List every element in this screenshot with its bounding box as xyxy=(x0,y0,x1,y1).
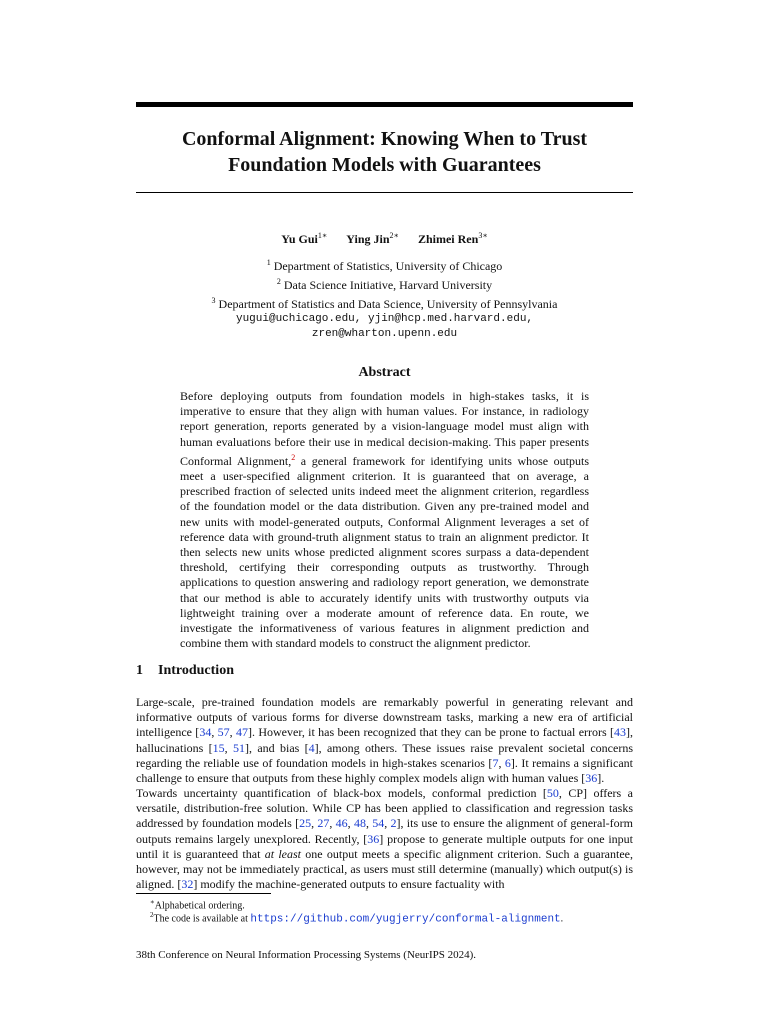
citation-link[interactable]: 47 xyxy=(236,725,248,740)
citation-link[interactable]: 36 xyxy=(367,831,380,846)
paragraph-text: ], its use to ensure the alignment of general-form outputs remains largely unexplored. Recently, [ xyxy=(136,816,634,846)
paragraph-text: , xyxy=(229,725,236,740)
paragraph-text: , xyxy=(365,816,373,831)
footnote-2: $^2$The code is available at https://github.com/yugjerry/conformal-alignment. xyxy=(150,911,564,926)
citation-link[interactable]: 2 xyxy=(390,816,397,831)
paragraph-text: , xyxy=(311,816,318,831)
paragraph-text: ], and bias [ xyxy=(245,740,309,755)
citation-link[interactable]: 34 xyxy=(199,725,212,740)
affiliation: $^1$ Department of Statistics, University of Chicago xyxy=(266,258,503,273)
author-list xyxy=(136,228,633,247)
citation-link[interactable]: 25 xyxy=(299,816,312,831)
paper-title xyxy=(136,126,633,178)
paragraph-text: ], among others. These issues raise prevalent societal concerns regarding the reliable use of foundation models in high-stakes scenarios [ xyxy=(136,740,633,770)
code-link[interactable]: https://github.com/yugjerry/conformal-alignment xyxy=(250,913,561,926)
paragraph-text: ] modify the machine-generated outputs to ensure factuality with xyxy=(193,877,505,892)
affiliations xyxy=(136,255,633,342)
paragraph-text: one output meets a specific alignment criterion. Such a guarantee, however, may not be immediately practical, as users must still determine (manually) which output(s) is aligned. [ xyxy=(136,846,633,892)
paragraph-text: , xyxy=(347,816,354,831)
paragraph-text: ]. xyxy=(597,771,605,786)
footnote-marker[interactable]: 2 xyxy=(291,452,296,462)
citation-link[interactable]: 43 xyxy=(614,725,627,740)
title-line-2: Foundation Models with Guarantees xyxy=(228,154,541,176)
paragraph-text: , xyxy=(498,755,505,770)
abstract-body: Before deploying outputs from foundation models in high-stakes tasks, it is imperative to ensure that they align with human values. For instance, in radiology report generation, reports generated by a vision-language model must align with human evaluations before their use in medical decision-making. This paper presents Conformal Alignment,$^2$ a general framework for identifying units whose outputs meet a user-specified alignment criterion. It is guaranteed that on average, a prescribed fraction of selected units indeed meet the alignment criterion, regardless of the foundation model or the data distribution. Given any pre-trained model and new units with model-generated outputs, Conformal Alignment leverages a set of reference data with ground-truth alignment status to train an alignment predictor. It then selects new units whose predicted alignment scores surpass a data-dependent threshold, certifying their corresponding outputs as trustworthy. Through applications to question answering and radiology report generation, we demonstrate that our method is able to accurately identify units with trustworthy outputs via lightweight training over a moderate amount of reference data. En route, we investigate the informativeness of various features in alignment prediction and combine them with standard models to construct the alignment predictor. xyxy=(180,389,590,651)
paragraph-text: ], hallucinations [ xyxy=(136,725,634,755)
author-emails[interactable]: zren@wharton.upenn.edu xyxy=(311,328,458,340)
citation-link[interactable]: 51 xyxy=(233,740,245,755)
affiliation: $^2$ Data Science Initiative, Harvard University xyxy=(276,277,493,292)
affiliation: $^3$ Department of Statistics and Data Science, University of Pennsylvania xyxy=(211,296,558,311)
paragraph-text: , xyxy=(211,725,218,740)
paragraph-text: , xyxy=(384,816,391,831)
footnote-rule xyxy=(136,893,271,894)
emphasis-text: at least xyxy=(264,846,301,861)
intro-paragraph-2 xyxy=(136,786,633,892)
venue-note: 38th Conference on Neural Information Processing Systems (NeurIPS 2024). xyxy=(136,949,477,961)
citation-link[interactable]: 48 xyxy=(353,816,366,831)
intro-paragraph-1 xyxy=(136,695,633,786)
author: Zhimei Ren$^{3∗}$ xyxy=(417,231,488,246)
footnote-1: ∗Alphabetical ordering. xyxy=(150,898,245,912)
paragraph-text: ]. It remains a significant challenge to ensure that outputs from these highly complex models align with human values [ xyxy=(136,755,633,786)
section-heading: 1 Introduction xyxy=(136,663,234,678)
citation-link[interactable]: 50 xyxy=(546,786,559,800)
citation-link[interactable]: 4 xyxy=(308,740,315,755)
paragraph-text: ]. However, it has been recognized that they can be prone to factual errors [ xyxy=(248,725,615,740)
paragraph-text: , xyxy=(224,740,233,755)
citation-link[interactable]: 7 xyxy=(492,755,499,770)
paragraph-text: Towards uncertainty quantification of black-box models, conformal prediction [ xyxy=(136,786,547,800)
title-line-1: Conformal Alignment: Knowing When to Trust xyxy=(181,128,588,150)
citation-link[interactable]: 57 xyxy=(217,725,230,740)
citation-link[interactable]: 36 xyxy=(585,771,598,786)
citation-link[interactable]: 46 xyxy=(335,816,348,831)
paragraph-text: , xyxy=(329,816,336,831)
citation-link[interactable]: 32 xyxy=(181,877,194,892)
abstract-heading: Abstract xyxy=(358,365,411,380)
author: Yu Gui$^{1∗}$ xyxy=(281,231,328,246)
author: Ying Jin$^{2∗}$ xyxy=(346,231,399,246)
paragraph-text: , CP] offers a versatile, distribution-free solution. While CP has been applied to classification and regression tasks addressed by foundation models [ xyxy=(136,786,633,831)
paragraph-text: ] propose to generate multiple outputs for one input until it is guaranteed that xyxy=(136,831,633,861)
paragraph-text: Large-scale, pre-trained foundation models are remarkably powerful in generating relevant and informative outputs of various forms for diverse downstream tasks, marking a new era of artificial intelligence [ xyxy=(136,695,633,740)
citation-link[interactable]: 27 xyxy=(317,816,330,831)
citation-link[interactable]: 15 xyxy=(212,740,225,755)
title-top-rule xyxy=(136,102,633,107)
citation-link[interactable]: 54 xyxy=(372,816,385,831)
title-bottom-rule xyxy=(136,192,633,193)
author-emails[interactable]: yugui@uchicago.edu, yjin@hcp.med.harvard.edu, xyxy=(235,313,534,325)
citation-link[interactable]: 6 xyxy=(504,755,511,770)
